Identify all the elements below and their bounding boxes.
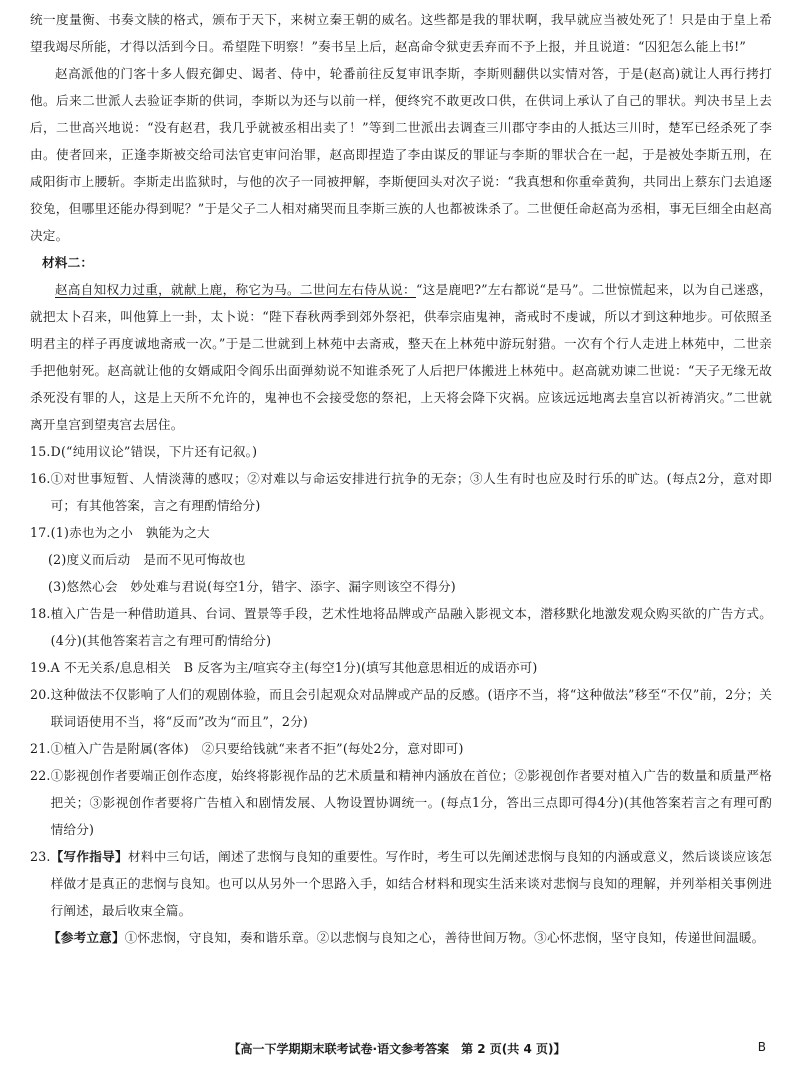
- material-one-paragraph-2: 赵高派他的门客十多人假充御史、谒者、侍中，轮番前往反复审讯李斯，李斯则翻供以实情对答，于是(赵高)就让人再行拷打他。后来二世派人去验证李斯的供词，李斯以为还与以前一样，便终究不敢更改口供，在供词上承认了自己的罪状。判决书呈上去后，二世高兴地说：“没有赵君，我几乎就被丞相出卖了！”等到二世派出去调查三川郡守李由的人抵达三川时，楚军已经杀死了李由。使者回来，正逢李斯被交给司法官吏审问治罪，赵高即捏造了李由谋反的罪证与李斯的罪状合在一起，于是被处李斯五刑，在咸阳街市上腰斩。李斯走出监狱时，与他的次子一同被押解，李斯便回头对次子说：“我真想和你重牵黄狗，共同出上蔡东门去追逐狡兔，但哪里还能办得到呢？”于是父子二人相对痛哭而且李斯三族的人也都被诛杀了。二世便任命赵高为丞相，事无巨细全由赵高决定。: [30, 66, 772, 243]
- reference-theme-text: ①怀悲悯，守良知，奏和谐乐章。②以悲悯与良知之心，善待世间万物。③心怀悲悯，坚守良知，传递世间温暖。: [124, 930, 765, 945]
- answer-19-number: 19.: [30, 660, 51, 675]
- answer-23: [30, 843, 772, 951]
- page-footer: [0, 1040, 794, 1060]
- reference-theme-tag: 【参考立意】: [48, 930, 125, 945]
- answer-18-text: 植入广告是一种借助道具、台词、置景等手段，艺术性地将品牌或产品融入影视文本，潜移默化地激发观众购买欲的广告方式。(4分)(其他答案若言之有理可酌情给分): [50, 606, 772, 648]
- answer-19-text: A 不无关系/息息相关 B 反客为主/喧宾夺主(每空1分)(填写其他意思相近的成语亦可): [50, 660, 538, 675]
- answer-18: [30, 600, 772, 654]
- answer-21: [30, 735, 772, 762]
- answer-17-number: 17.: [30, 525, 51, 540]
- answer-17: [30, 519, 772, 600]
- footer-title: 【高一下学期期末联考试卷·语文参考答案 第 2 页(共 4 页)】: [228, 1042, 566, 1056]
- answer-18-number: 18.: [30, 606, 51, 621]
- writing-guide-text: 材料中三句话，阐述了悲悯与良知的重要性。写作时，考生可以先阐述悲悯与良知的内涵或意义，然后谈谈应该怎样做才是真正的悲悯与良知。也可以从另外一个思路入手，如结合材料和现实生活来谈对悲悯与良知的理解，并列举相关事例进行阐述，最后收束全篇。: [50, 849, 773, 918]
- material-one-paragraph-1: 统一度量衡、书奏文牍的格式，颁布于天下，来树立秦王朝的威名。这些都是我的罪状啊，我早就应当被处死了！只是由于皇上希望我竭尽所能，才得以活到今日。希望陛下明察！”奏书呈上后，赵高命令狱吏丢弃而不予上报，并且说道：“囚犯怎么能上书!”: [30, 12, 772, 54]
- answer-15-number: 15.: [30, 444, 51, 459]
- writing-guide-tag: 【写作指导】: [50, 849, 128, 864]
- answer-21-number: 21.: [30, 741, 51, 756]
- answer-23-number: 23.: [30, 849, 51, 864]
- material-two-heading: 材料二：: [42, 255, 94, 270]
- answer-16: [30, 465, 772, 519]
- answer-22-number: 22.: [30, 768, 51, 783]
- answer-15-text: D(“纯用议论”错误，下片还有记叙。): [50, 444, 258, 459]
- answer-22-text: ①影视创作者要端正创作态度，始终将影视作品的艺术质量和精神内涵放在首位；②影视创作者要对植入广告的数量和质量严格把关；③影视创作者要将广告植入和剧情发展、人物设置协调统一。(每点1分，答出三点即可得4分)(其他答案若言之有理可酌情给分): [50, 768, 772, 837]
- material-two-text: “这是鹿吧?”左右都说“是马”。二世惊慌起来，以为自己迷惑，就把太卜召来，叫他算上一卦，太卜说：“陛下春秋两季到郊外祭祀，供奉宗庙鬼神，斋戒时不虔诚，所以才到这种地步。可依照圣明君主的样子再度诚地斋戒一次。”于是二世就到上林苑中去斋戒，整天在上林苑中游玩射猎。一次有个行人走进上林苑中，二世亲手把他射死。赵高就让他的女婿咸阳令阎乐出面弹劾说不知谁杀死了人后把尸体搬进上林苑中。赵高就劝谏二世说：“天子无缘无故杀死没有罪的人，这是上天所不允许的，鬼神也不会接受您的祭祀，上天将会降下灾祸。应该远远地离去皇宫以祈祷消灾。”二世就离开皇宫到望夷宫去居住。: [30, 282, 772, 432]
- answer-17-line-3: (3)悠然心会 妙处难与君说(每空1分，错字、添字、漏字则该空不得分): [48, 579, 456, 594]
- answer-16-text: ①对世事短暂、人情淡薄的感叹；②对难以与命运安排进行抗争的无奈；③人生有时也应及时行乐的旷达。(每点2分，意对即可；有其他答案，言之有理酌情给分): [50, 471, 772, 513]
- reference-theme: [48, 924, 772, 951]
- answer-16-number: 16.: [30, 471, 51, 486]
- answer-20-number: 20.: [30, 687, 51, 702]
- answer-22: [30, 762, 772, 843]
- material-two-underlined-text: 赵高自知权力过重，就献上鹿，称它为马。二世问左右侍从说：: [55, 282, 416, 297]
- answer-21-text: ①植入广告是附属(客体) ②只要给钱就“来者不拒”(每处2分，意对即可): [50, 741, 464, 756]
- material-two-paragraph: [30, 276, 772, 438]
- answer-17-line-1: (1)赤也为之小 孰能为之大: [50, 525, 210, 540]
- answer-sheet-page: [30, 6, 772, 951]
- answer-19: [30, 654, 772, 681]
- answer-15: [30, 438, 772, 465]
- answer-20: [30, 681, 772, 735]
- answer-20-text: 这种做法不仅影响了人们的观剧体验，而且会引起观众对品牌或产品的反感。(语序不当，将“这种做法”移至“不仅”前，2分；关联词语使用不当，将“反而”改为“而且”，2分): [50, 687, 772, 729]
- footer-version: B: [757, 1040, 766, 1054]
- answer-17-line-2: (2)度义而后动 是而不见可悔故也: [48, 552, 246, 567]
